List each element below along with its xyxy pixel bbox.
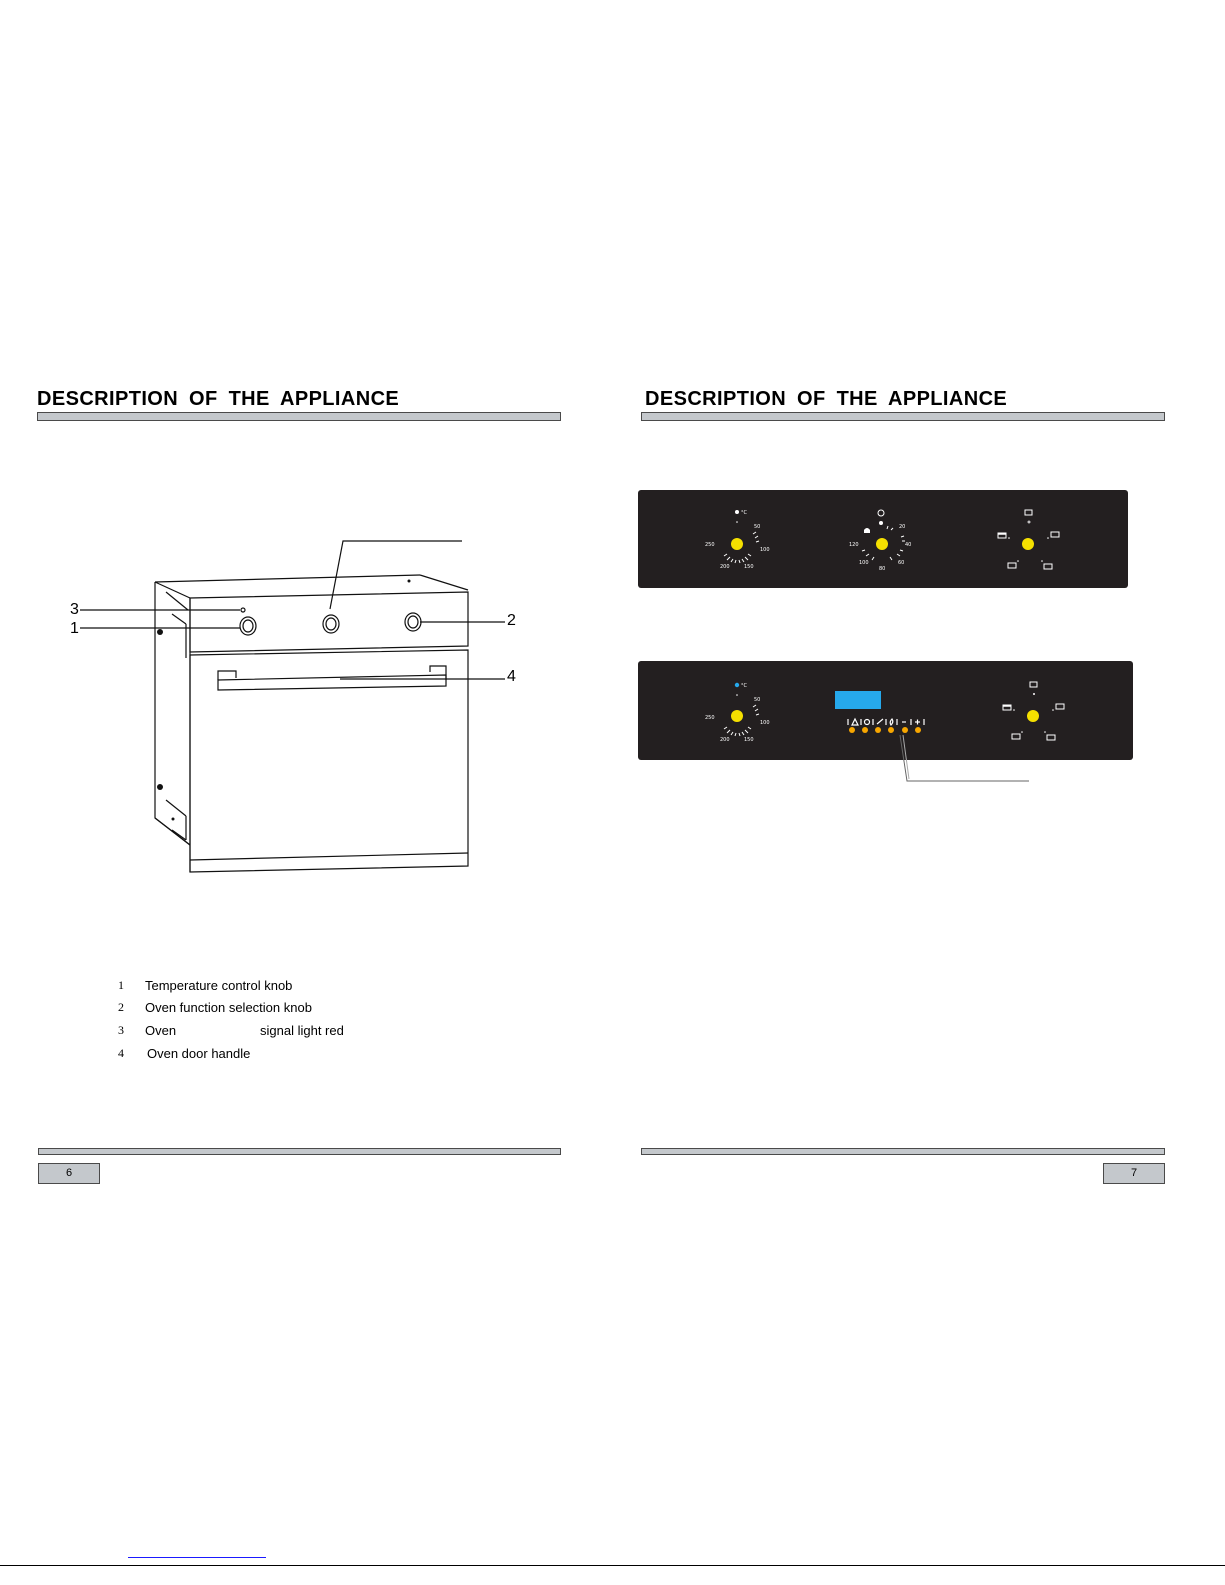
right-footer-rule (641, 1148, 1165, 1155)
lcd-display (835, 691, 881, 709)
legend-text-suffix: signal light red (260, 1023, 344, 1038)
legend-item (118, 1023, 468, 1039)
timer-button[interactable] (875, 727, 881, 733)
svg-text:80: 80 (879, 566, 886, 572)
left-footer-rule (38, 1148, 561, 1155)
legend-number: 1 (118, 978, 124, 992)
left-title-rule (37, 412, 561, 421)
legend-item (118, 1000, 468, 1016)
function-knob[interactable] (1027, 710, 1039, 722)
svg-text:100: 100 (859, 560, 869, 566)
legend-number: 2 (118, 1000, 124, 1014)
timer-button[interactable] (902, 727, 908, 733)
legend-text: Oven function selection knob (145, 1000, 312, 1015)
timer-knob[interactable] (876, 538, 888, 550)
legend-text: Temperature control knob (145, 978, 293, 993)
control-panel-electronic (638, 661, 1133, 760)
svg-text:50: 50 (754, 697, 761, 703)
left-page-title: DESCRIPTION OF THE APPLIANCE (37, 388, 400, 410)
page-number-left: 6 (38, 1163, 100, 1184)
callout-door-handle: 4 (507, 668, 516, 685)
legend-text: Oven door handle (147, 1046, 251, 1061)
timer-button[interactable] (888, 727, 894, 733)
legend-list (118, 978, 468, 1078)
temperature-knob[interactable] (731, 710, 743, 722)
page-number-right: 7 (1103, 1163, 1165, 1184)
svg-text:60: 60 (898, 560, 905, 566)
timer-button[interactable] (915, 727, 921, 733)
svg-text:250: 250 (705, 715, 715, 721)
timer-button[interactable] (849, 727, 855, 733)
legend-text: Oven (145, 1023, 177, 1038)
legend-item (118, 978, 468, 994)
bottom-border (0, 1565, 1225, 1566)
panel2-markings (638, 661, 1133, 760)
temperature-knob[interactable] (731, 538, 743, 550)
svg-text:100: 100 (760, 547, 770, 553)
legend-item (118, 1046, 468, 1062)
svg-text:°C: °C (741, 510, 747, 516)
callout-function-knob: 2 (507, 612, 516, 629)
svg-text:100: 100 (760, 720, 770, 726)
timer-button[interactable] (862, 727, 868, 733)
display-leader-line (895, 735, 1035, 787)
svg-text:200: 200 (720, 737, 730, 743)
callout-signal-light: 3 (70, 601, 79, 618)
control-panel-mechanical (638, 490, 1128, 588)
legend-number: 3 (118, 1023, 124, 1037)
legend-number: 4 (118, 1046, 124, 1060)
svg-text:120: 120 (849, 542, 859, 548)
right-page-title: DESCRIPTION OF THE APPLIANCE (645, 388, 1008, 410)
svg-text:20: 20 (899, 524, 906, 530)
right-title-rule (641, 412, 1165, 421)
oven-diagram (60, 530, 540, 880)
function-knob[interactable] (1022, 538, 1034, 550)
svg-text:°C: °C (741, 683, 747, 689)
link-underline (128, 1557, 266, 1558)
svg-text:250: 250 (705, 542, 715, 548)
svg-text:150: 150 (744, 737, 754, 743)
svg-text:40: 40 (905, 542, 912, 548)
callout-temperature-knob: 1 (70, 620, 79, 637)
svg-text:150: 150 (744, 564, 754, 570)
svg-text:50: 50 (754, 524, 761, 530)
svg-text:200: 200 (720, 564, 730, 570)
